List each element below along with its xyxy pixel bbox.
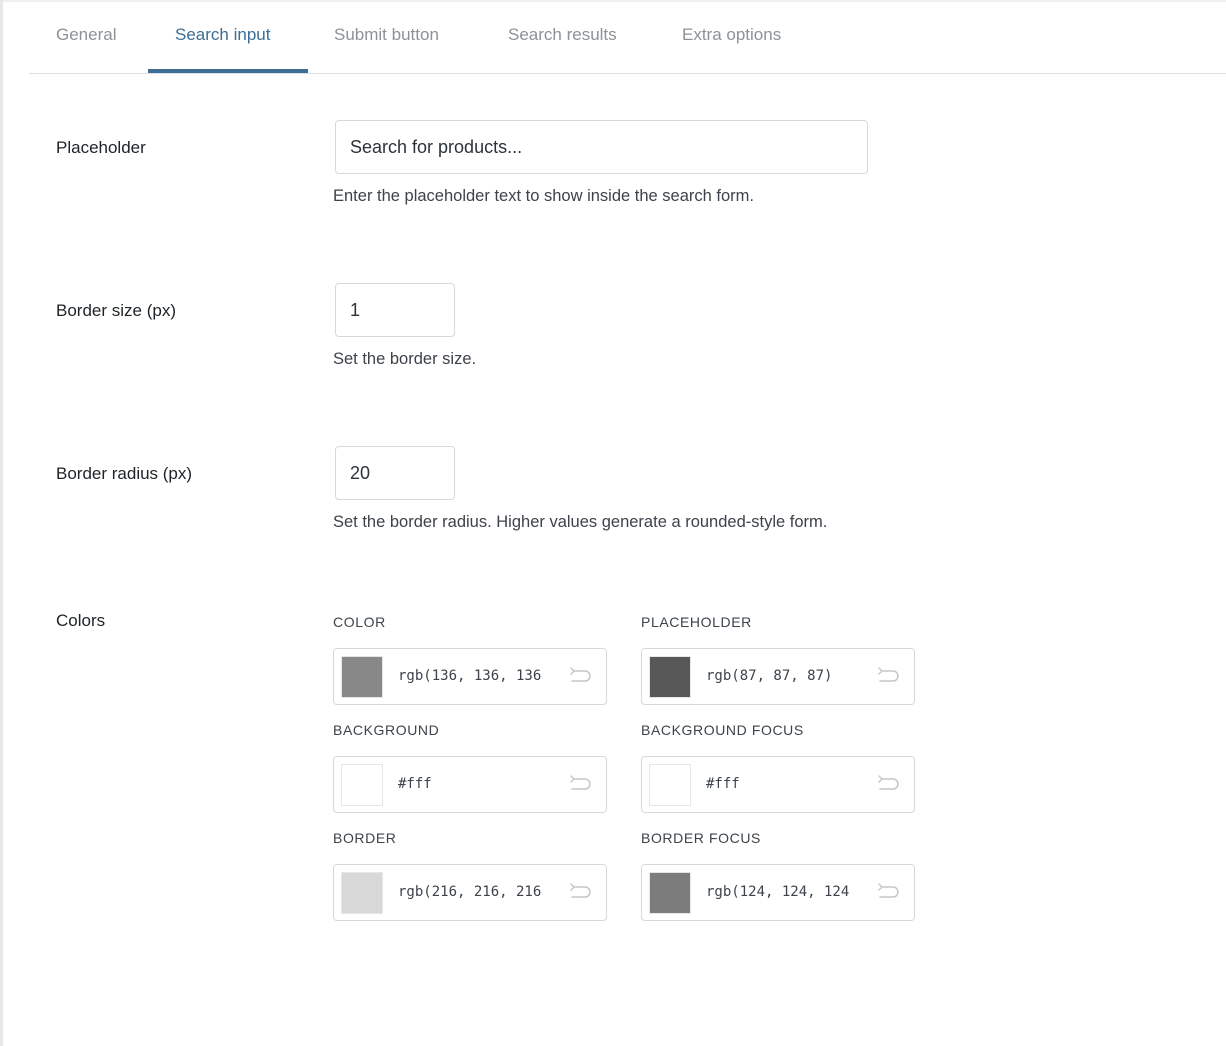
settings-tabs: [29, 0, 1226, 74]
tab-search-input[interactable]: Search input: [175, 25, 271, 44]
border-color-label: BORDER: [333, 830, 397, 846]
color-swatch[interactable]: [649, 764, 691, 806]
color-value[interactable]: rgb(124, 124, 124: [706, 884, 850, 900]
border-radius-input[interactable]: 20: [335, 446, 455, 500]
border-focus-color-label: BORDER FOCUS: [641, 830, 761, 846]
color-swatch[interactable]: [649, 656, 691, 698]
placeholder-color-label: PLACEHOLDER: [641, 614, 752, 630]
placeholder-help: Enter the placeholder text to show inside the search form.: [333, 187, 754, 205]
colors-label: Colors: [56, 611, 106, 630]
color-value[interactable]: #fff: [706, 776, 740, 792]
background-focus-color-picker[interactable]: [641, 756, 915, 813]
color-value[interactable]: rgb(87, 87, 87): [706, 668, 833, 684]
tab-submit-button[interactable]: Submit button: [334, 25, 439, 44]
left-border: [0, 0, 3, 1046]
background-color-picker[interactable]: [333, 756, 607, 813]
placeholder-label: Placeholder: [56, 138, 146, 157]
border-size-label: Border size (px): [56, 301, 176, 320]
active-tab-indicator: [148, 69, 308, 73]
color-text-label: COLOR: [333, 614, 386, 630]
color-value[interactable]: #fff: [398, 776, 432, 792]
undo-icon[interactable]: [568, 882, 592, 902]
tab-search-results[interactable]: Search results: [508, 25, 617, 44]
border-size-help: Set the border size.: [333, 350, 477, 368]
tab-general[interactable]: General: [56, 25, 117, 44]
border-color-picker[interactable]: [333, 864, 607, 921]
color-swatch[interactable]: [341, 656, 383, 698]
placeholder-input[interactable]: Search for products...: [335, 120, 868, 174]
border-radius-label: Border radius (px): [56, 464, 193, 483]
color-value[interactable]: rgb(136, 136, 136: [398, 668, 542, 684]
undo-icon[interactable]: [876, 774, 900, 794]
color-swatch[interactable]: [341, 872, 383, 914]
color-value[interactable]: rgb(216, 216, 216: [398, 884, 542, 900]
border-size-input[interactable]: 1: [335, 283, 455, 337]
undo-icon[interactable]: [876, 882, 900, 902]
background-color-label: BACKGROUND: [333, 722, 440, 738]
border-radius-help: Set the border radius. Higher values generate a rounded-style form.: [333, 513, 828, 531]
undo-icon[interactable]: [876, 666, 900, 686]
color-swatch[interactable]: [341, 764, 383, 806]
placeholder-color-picker[interactable]: [641, 648, 915, 705]
color-text-picker[interactable]: [333, 648, 607, 705]
background-focus-color-label: BACKGROUND FOCUS: [641, 722, 804, 738]
border-focus-color-picker[interactable]: [641, 864, 915, 921]
color-swatch[interactable]: [649, 872, 691, 914]
tab-extra-options[interactable]: Extra options: [682, 25, 782, 44]
undo-icon[interactable]: [568, 666, 592, 686]
undo-icon[interactable]: [568, 774, 592, 794]
